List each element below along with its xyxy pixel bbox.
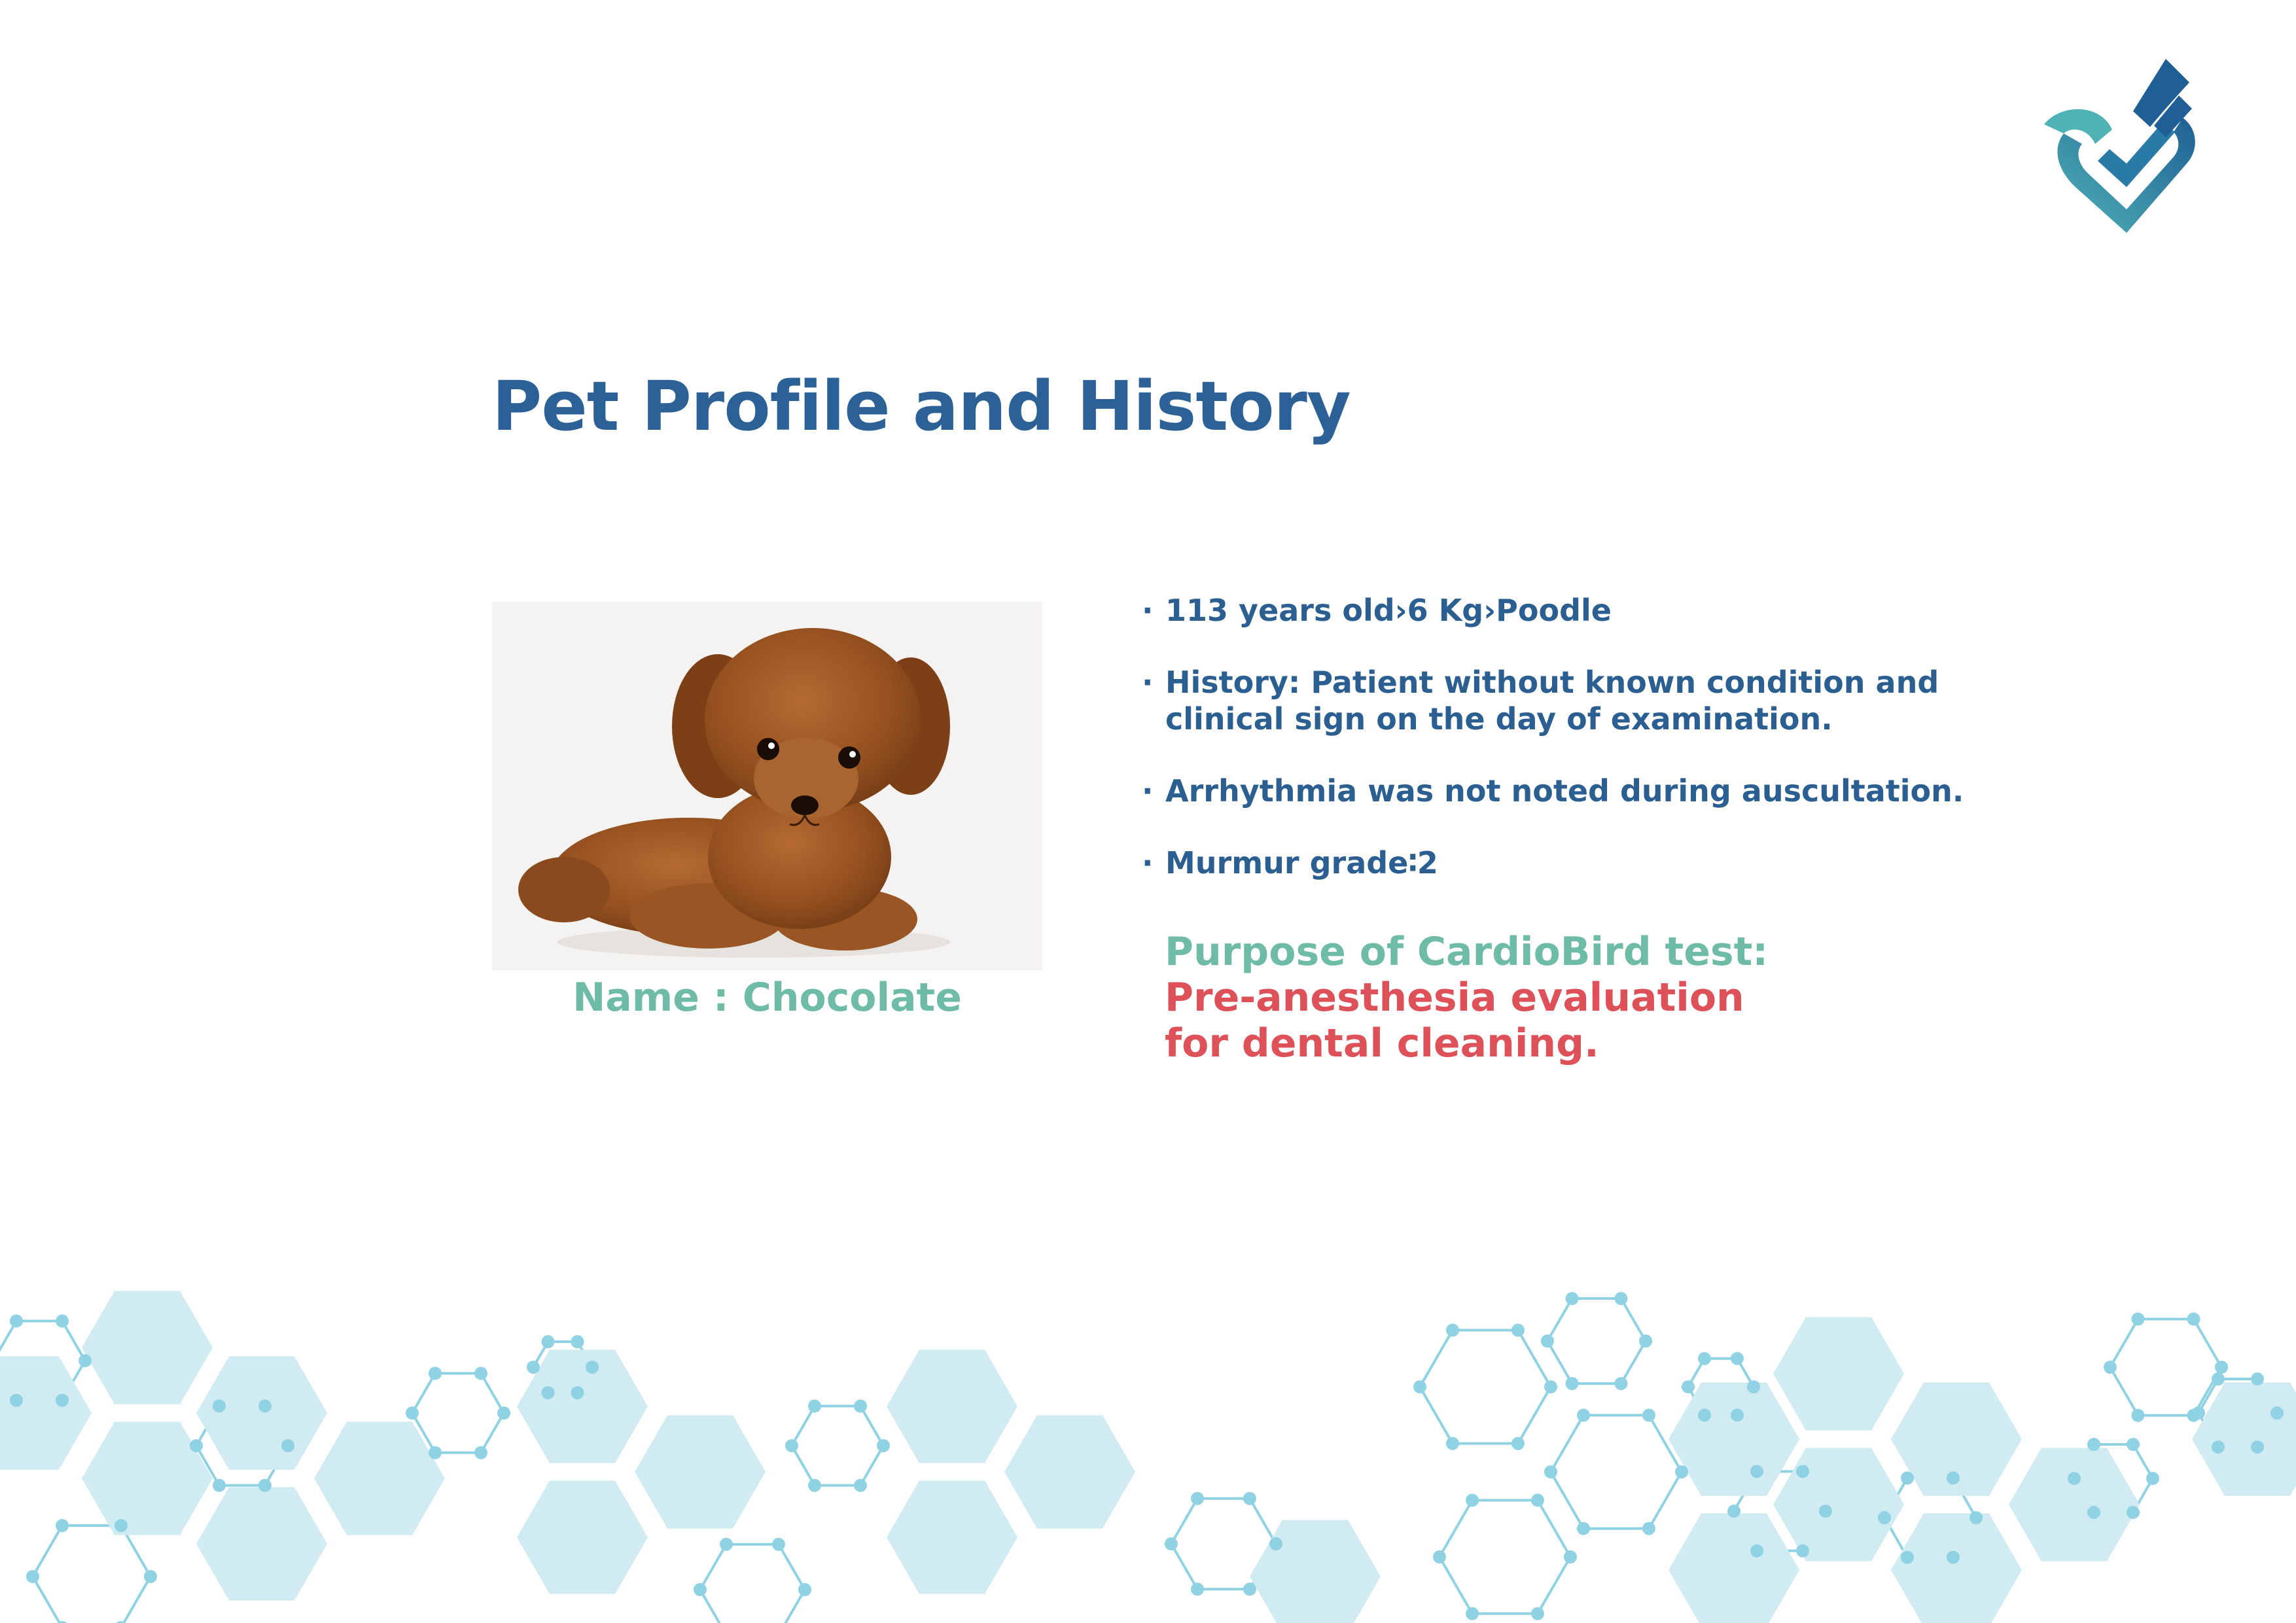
hexagon-node xyxy=(785,1439,798,1452)
hexagon-node xyxy=(2251,1440,2264,1454)
hexagon-node xyxy=(1466,1607,1479,1620)
hexagon-node xyxy=(1466,1493,1479,1507)
hexagon-node xyxy=(1698,1408,1711,1422)
hexagon-node xyxy=(258,1399,272,1412)
hexagon-outline xyxy=(412,1373,504,1452)
hexagon-node xyxy=(429,1446,442,1459)
hexagon-node xyxy=(854,1479,867,1492)
hexagon-node xyxy=(1819,1505,1832,1518)
hexagon-node xyxy=(586,1361,599,1374)
hexagon-outline xyxy=(1551,1415,1682,1528)
hexagon-outline xyxy=(33,1526,150,1623)
hexagon-node xyxy=(2068,1472,2081,1485)
hexagon-node xyxy=(2104,1361,2117,1374)
hexagon-node xyxy=(1544,1465,1557,1478)
pet-details-list xyxy=(1142,592,1992,916)
hexagon-shape xyxy=(196,1356,327,1469)
hexagon-shape xyxy=(1891,1513,2022,1623)
pet-photo xyxy=(492,602,1042,970)
hexagon-node xyxy=(1511,1437,1525,1450)
bullet-icon: · xyxy=(1142,845,1154,881)
hexagon-node xyxy=(1446,1323,1459,1336)
hexagon-node xyxy=(1615,1377,1628,1390)
hexagon-node xyxy=(877,1439,890,1452)
hexagon-node xyxy=(1731,1408,1744,1422)
hexagon-shape xyxy=(887,1480,1017,1594)
hexagon-node xyxy=(429,1367,442,1380)
purpose-label: Purpose of CardioBird test: xyxy=(1165,929,1769,975)
hexagon-node xyxy=(1531,1607,1544,1620)
hexagon-node xyxy=(1446,1437,1459,1450)
hexagon-node xyxy=(406,1406,419,1420)
hexagon-node xyxy=(2212,1440,2225,1454)
hexagon-node xyxy=(1615,1292,1628,1305)
hexagon-node xyxy=(1796,1465,1809,1478)
hexagon-node xyxy=(1642,1408,1655,1422)
hexagon-node xyxy=(1639,1335,1652,1348)
hexagon-node xyxy=(2087,1506,2100,1519)
hexagon-node xyxy=(542,1386,555,1399)
hexagon-node xyxy=(2127,1506,2140,1519)
hexagon-node xyxy=(2146,1472,2159,1485)
hexagon-node xyxy=(1433,1550,1446,1563)
hexagon-node xyxy=(2215,1361,2228,1374)
hexagon-node xyxy=(1947,1471,1960,1484)
hexagon-node xyxy=(798,1583,811,1596)
hexagon-node xyxy=(2132,1409,2145,1422)
hexagon-node xyxy=(258,1479,272,1492)
hexagon-shape xyxy=(82,1291,213,1404)
hexagon-node xyxy=(1698,1352,1711,1365)
page-title: Pet Profile and History xyxy=(492,366,1351,446)
hexagon-node xyxy=(1191,1582,1204,1596)
hexagon-node xyxy=(1796,1544,1809,1558)
hexagon-node xyxy=(2192,1406,2205,1420)
detail-murmur-grade xyxy=(1142,845,1992,881)
hexagon-node xyxy=(854,1399,867,1412)
hexagon-shape xyxy=(1773,1317,1904,1430)
poodle-photo-icon xyxy=(492,602,1042,970)
hexagon-node xyxy=(497,1406,510,1420)
hexagon-node xyxy=(1165,1537,1178,1550)
pet-name-label: Name : Chocolate xyxy=(573,975,962,1021)
hexagon-node xyxy=(10,1394,23,1407)
hexagon-shape xyxy=(196,1487,327,1600)
hexagon-node xyxy=(190,1439,203,1452)
hexagon-node xyxy=(115,1519,128,1532)
hexagon-node xyxy=(808,1399,821,1412)
detail-text: Arrhythmia was not noted during auscultation. xyxy=(1165,773,1964,809)
hexagon-node xyxy=(2087,1438,2100,1451)
hexagon-node xyxy=(1682,1380,1695,1393)
hexagon-node xyxy=(1947,1551,1960,1564)
hexagon-node xyxy=(1541,1335,1554,1348)
hexagon-node xyxy=(56,1314,69,1327)
detail-text: History: Patient without known condition and clinical sign on the day of examination. xyxy=(1165,665,1939,737)
hexagon-node xyxy=(1511,1323,1525,1336)
hexagon-node xyxy=(1531,1493,1544,1507)
hexagon-shape xyxy=(635,1415,766,1528)
hexagon-node xyxy=(720,1538,733,1551)
bullet-icon: · xyxy=(1142,773,1154,809)
hexagon-node xyxy=(1901,1471,1914,1484)
hexagon-node xyxy=(1566,1377,1579,1390)
hexagon-node xyxy=(1544,1380,1557,1393)
hexagon-node xyxy=(1727,1505,1740,1518)
hexagon-node xyxy=(808,1479,821,1492)
hexagon-node xyxy=(1243,1492,1256,1505)
hexagon-node xyxy=(56,1394,69,1407)
hexagon-outline xyxy=(1439,1500,1570,1613)
hexagon-node xyxy=(694,1583,707,1596)
hexagon-node xyxy=(1878,1511,1891,1524)
test-purpose xyxy=(1165,929,1950,1066)
purpose-line-2: for dental cleaning. xyxy=(1165,1021,1599,1066)
hexagon-node xyxy=(1675,1465,1688,1478)
hexagon-node xyxy=(213,1479,226,1492)
hexagon-node xyxy=(1747,1380,1760,1393)
hexagon-shape xyxy=(1773,1448,1904,1561)
hexagon-node xyxy=(26,1570,39,1583)
hexagon-shape xyxy=(1250,1520,1381,1623)
hexagon-node xyxy=(1901,1551,1914,1564)
detail-age-weight-breed xyxy=(1142,592,1992,629)
bullet-icon: · xyxy=(1142,665,1154,700)
hexagon-node xyxy=(1413,1380,1426,1393)
hexagon-node xyxy=(2251,1372,2264,1386)
hexagon-node xyxy=(542,1335,555,1348)
hexagon-shape xyxy=(82,1422,213,1535)
hexagon-node xyxy=(1731,1352,1744,1365)
hexagon-node xyxy=(474,1367,487,1380)
hexagon-node xyxy=(2187,1312,2200,1325)
hexagon-node xyxy=(1191,1492,1204,1505)
hexagon-node xyxy=(1750,1544,1763,1558)
hexagon-node xyxy=(1566,1292,1579,1305)
hexagon-outline xyxy=(1420,1330,1551,1443)
hexagon-node xyxy=(1269,1537,1282,1550)
hexagon-node xyxy=(79,1354,92,1367)
hexagon-shape xyxy=(517,1480,648,1594)
hexagon-node xyxy=(1564,1550,1577,1563)
hexagon-node xyxy=(527,1361,540,1374)
hexagon-shape xyxy=(314,1422,445,1535)
hexagon-node xyxy=(571,1335,584,1348)
hexagon-node xyxy=(2212,1372,2225,1386)
hexagon-outline xyxy=(792,1406,883,1485)
hexagon-shape xyxy=(1669,1382,1799,1495)
hexagon-node xyxy=(772,1538,785,1551)
hexagon-node xyxy=(1750,1465,1763,1478)
hexagon-node xyxy=(1577,1408,1590,1422)
hexagon-shape xyxy=(1004,1415,1135,1528)
hexagon-node xyxy=(10,1314,23,1327)
hexagon-node xyxy=(213,1399,226,1412)
hexagon-outline xyxy=(700,1544,805,1623)
bullet-icon: · xyxy=(1142,593,1154,628)
hexagon-node xyxy=(1642,1522,1655,1535)
hexagon-shape xyxy=(2009,1448,2140,1561)
hexagon-pattern-decoration xyxy=(0,1263,2296,1623)
detail-text: 113 years old›6 Kg›Poodle xyxy=(1165,593,1612,628)
detail-arrhythmia xyxy=(1142,773,1992,809)
hexagon-node xyxy=(2132,1312,2145,1325)
hexagon-outline xyxy=(1547,1299,1646,1384)
cardiobird-logo-icon xyxy=(2035,52,2199,236)
hexagon-node xyxy=(474,1446,487,1459)
hexagon-shape xyxy=(1669,1513,1799,1623)
hexagon-node xyxy=(56,1519,69,1532)
hexagon-node xyxy=(1243,1582,1256,1596)
hexagon-node xyxy=(571,1386,584,1399)
hexagon-node xyxy=(1577,1522,1590,1535)
hexagon-node xyxy=(1969,1511,1983,1524)
hexagon-node xyxy=(2127,1438,2140,1451)
hexagon-shape xyxy=(887,1350,1017,1463)
hexagon-node xyxy=(2270,1406,2284,1420)
hexagon-node xyxy=(281,1439,294,1452)
detail-text: Murmur grade∶2 xyxy=(1165,845,1438,881)
hexagon-node xyxy=(144,1570,157,1583)
purpose-line-1: Pre-anesthesia evaluation xyxy=(1165,975,1744,1021)
detail-history xyxy=(1142,664,1992,737)
